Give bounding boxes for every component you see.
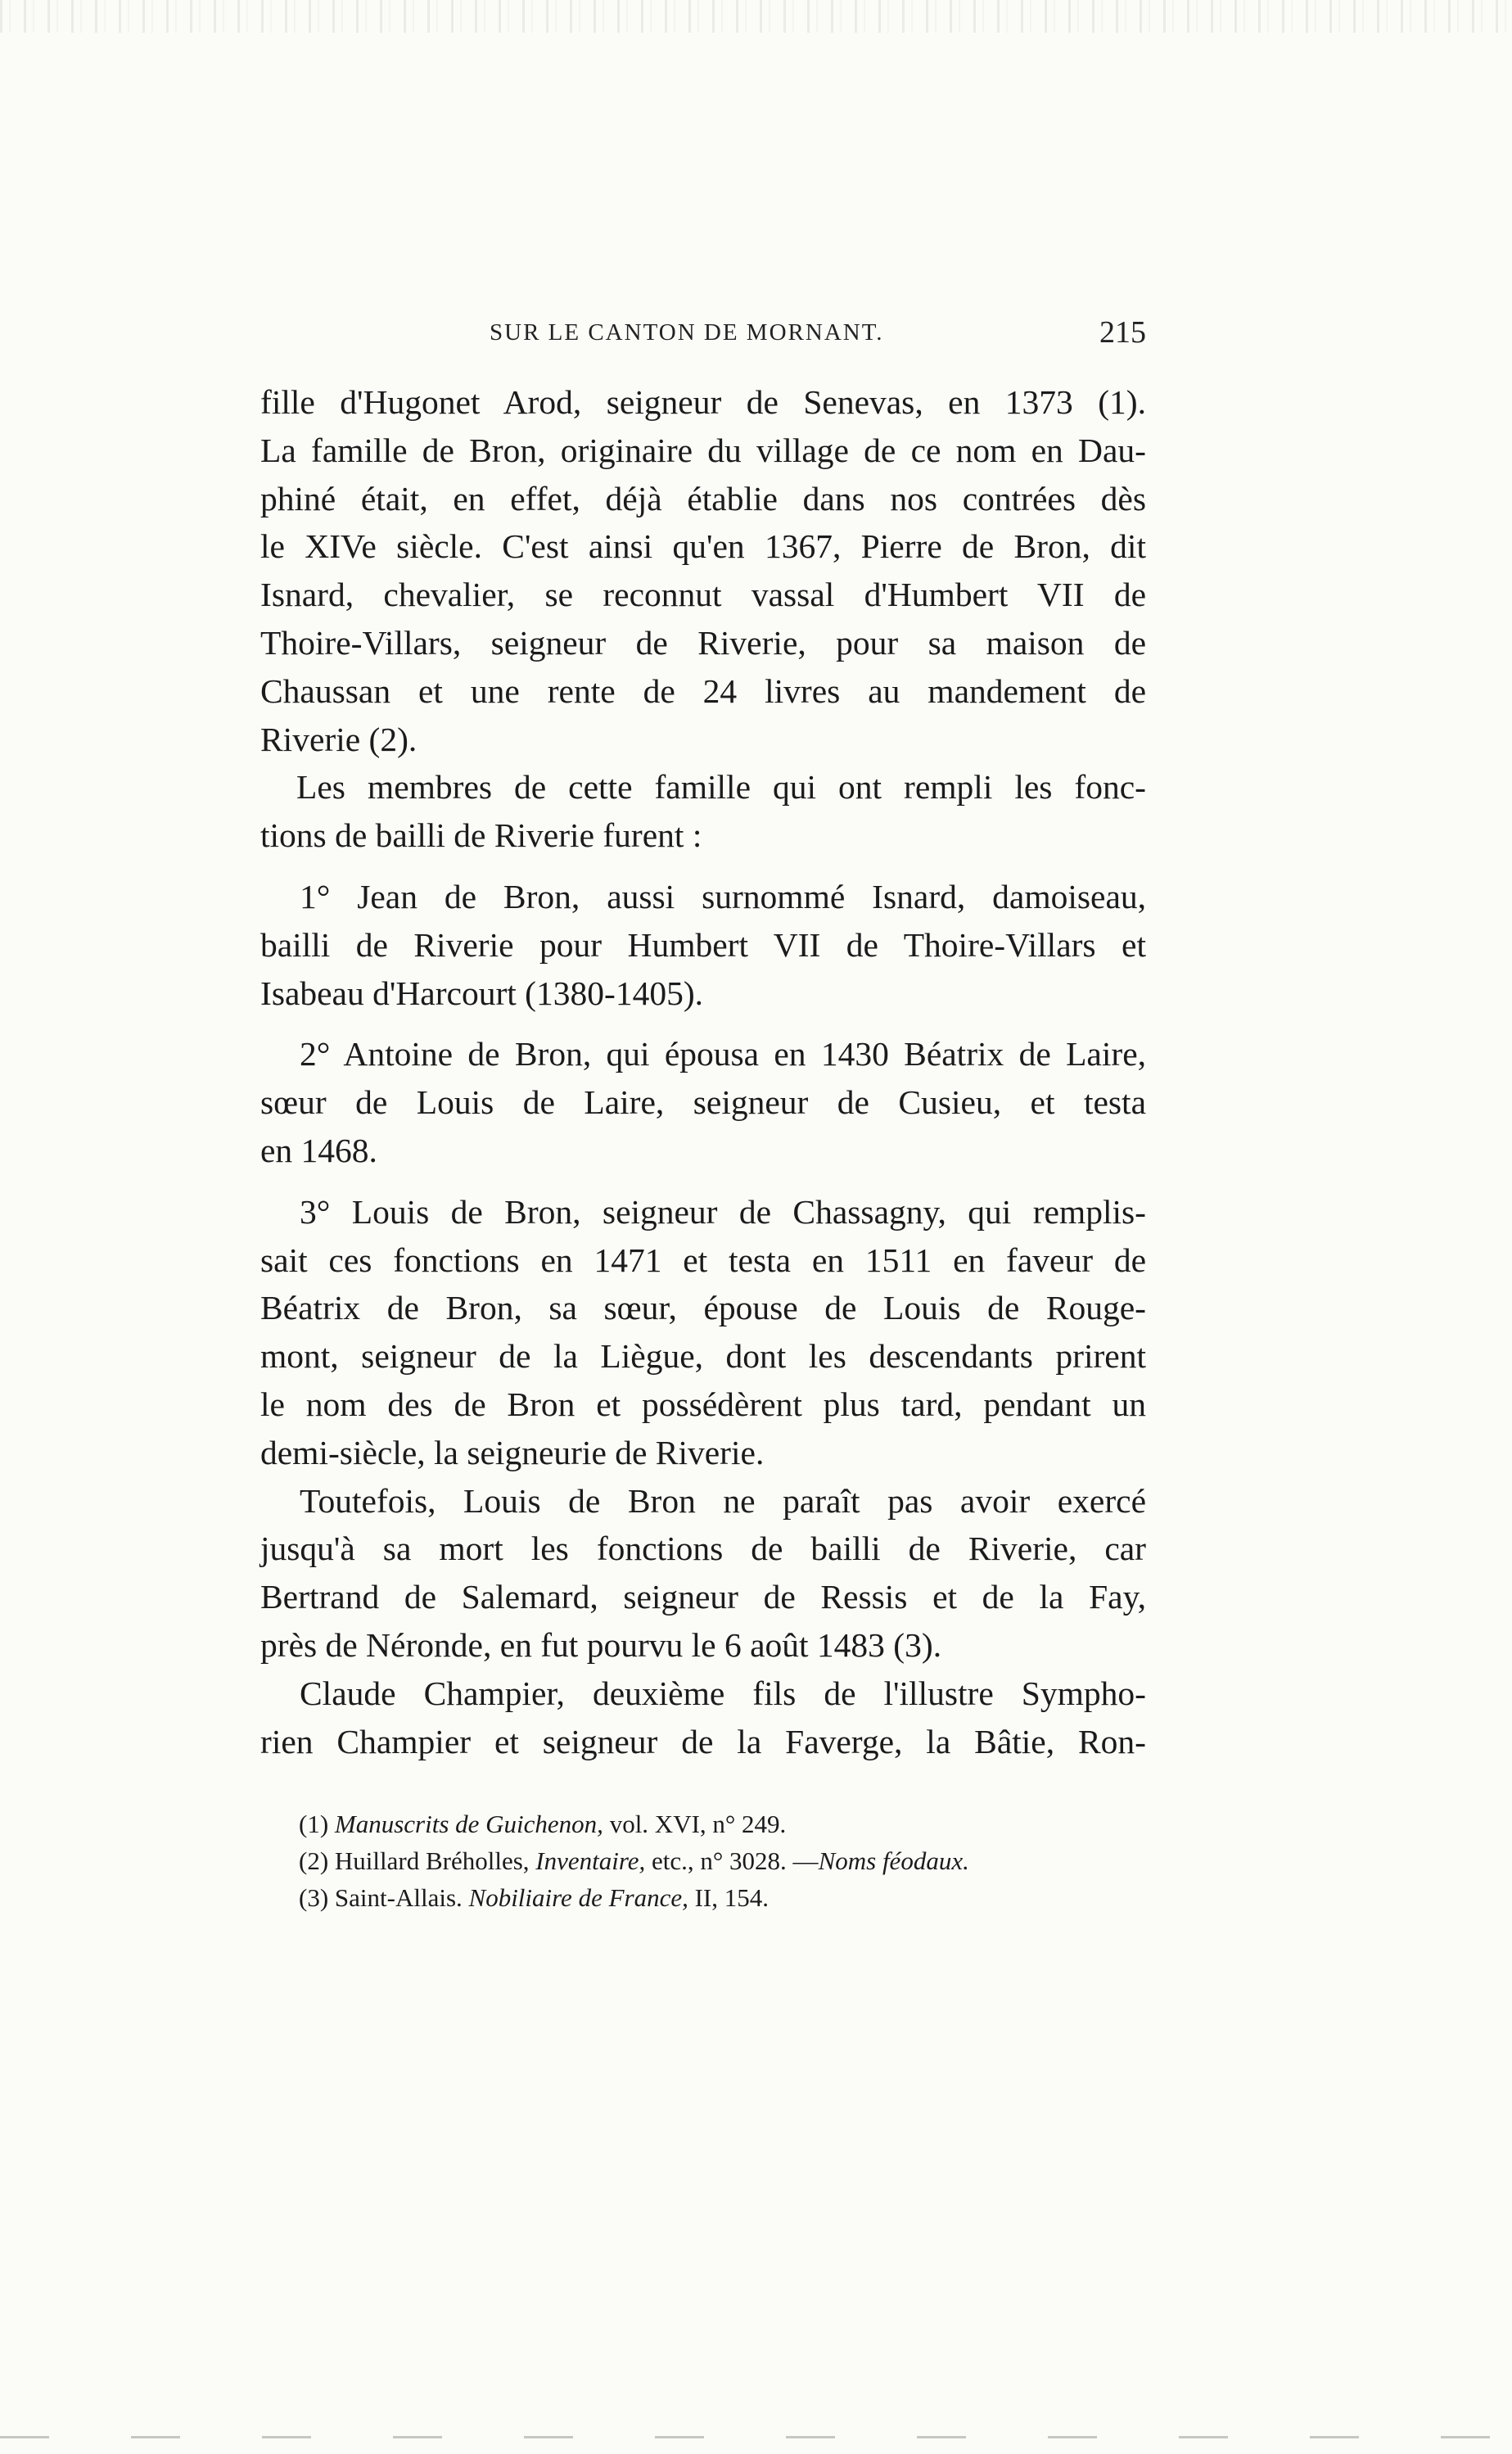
text-line: rien Champier et seigneur de la Faverge, la Bâtie, Ron- [260, 1722, 1146, 1760]
footnote-title-2: Noms féodaux. [818, 1846, 969, 1875]
text-line: près de Néronde, en fut pourvu le 6 août 1483 (3). [260, 1625, 942, 1664]
text-line: Chaussan et une rente de 24 livres au mandement de [260, 671, 1146, 710]
footnote-title: Nobiliaire de France, [468, 1883, 688, 1912]
text-line: Isabeau d'Harcourt (1380-1405). [260, 974, 704, 1012]
text-line: 3° Louis de Bron, seigneur de Chassagny, qui remplis- [300, 1192, 1146, 1231]
text-line: bailli de Riverie pour Humbert VII de Thoire-Villars et [260, 925, 1146, 964]
text-line: Claude Champier, deuxième fils de l'illustre Sympho- [300, 1674, 1146, 1712]
text-line: le nom des de Bron et possédèrent plus tard, pendant un [260, 1385, 1146, 1423]
text-line: jusqu'à sa mort les fonctions de bailli de Riverie, car [260, 1530, 1146, 1568]
scan-noise-top [0, 0, 1512, 33]
text-line: fille d'Hugonet Arod, seigneur de Senevas, en 1373 (1). [260, 383, 1146, 421]
text-line: mont, seigneur de la Liègue, dont les descendants prirent [260, 1337, 1146, 1376]
footnote-text: etc., n° 3028. — [645, 1846, 819, 1875]
text-line: sait ces fonctions en 1471 et testa en 1511 en faveur de [260, 1241, 1146, 1279]
footnote-number: (3) [299, 1883, 329, 1912]
footnote [299, 1805, 1150, 1842]
text-line: demi-siècle, la seigneurie de Riverie. [260, 1433, 765, 1471]
paragraph-gap [260, 1017, 1146, 1030]
scan-edge-bottom [0, 2436, 1512, 2438]
running-title: SUR LE CANTON DE MORNANT. [490, 319, 884, 346]
paragraph-gap [260, 1175, 1146, 1188]
text-line: Thoire-Villars, seigneur de Riverie, pour sa maison de [260, 623, 1146, 662]
footnote [299, 1879, 1150, 1916]
paragraph-gap [260, 860, 1146, 873]
page-number: 215 [1099, 315, 1146, 350]
footnote-number: (2) [299, 1846, 329, 1875]
footnote-text: vol. XVI, n° 249. [603, 1810, 787, 1838]
footnote-author: Huillard Bréholles, [328, 1846, 536, 1875]
text-line: phiné était, en effet, déjà établie dans nos contrées dès [260, 479, 1146, 517]
text-line: 2° Antoine de Bron, qui épousa en 1430 Béatrix de Laire, [300, 1035, 1146, 1073]
text-line: sœur de Louis de Laire, seigneur de Cusieu, et testa [260, 1083, 1146, 1122]
text-line: tions de bailli de Riverie furent : [260, 816, 702, 855]
text-line: 1° Jean de Bron, aussi surnommé Isnard, damoiseau, [300, 877, 1146, 915]
footnote-author: Saint-Allais. [328, 1883, 469, 1912]
text-line: le XIVe siècle. C'est ainsi qu'en 1367, Pierre de Bron, dit [260, 527, 1146, 566]
page-header [260, 315, 1146, 367]
text-line: en 1468. [260, 1131, 377, 1169]
footnote-number: (1) [299, 1810, 329, 1838]
footnote [299, 1842, 1150, 1879]
text-line: Les membres de cette famille qui ont rempli les fonc- [296, 768, 1146, 807]
footnote-title: Inventaire, [535, 1846, 646, 1875]
text-line: Béatrix de Bron, sa sœur, épouse de Louis de Rouge- [260, 1289, 1146, 1327]
body-text [260, 378, 1146, 1765]
text-line: La famille de Bron, originaire du village de ce nom en Dau- [260, 431, 1146, 469]
text-line: Isnard, chevalier, se reconnut vassal d'Humbert VII de [260, 576, 1146, 614]
text-line: Riverie (2). [260, 720, 417, 758]
text-line: Toutefois, Louis de Bron ne paraît pas avoir exercé [300, 1481, 1146, 1520]
footnotes [299, 1805, 1150, 1916]
footnote-title: Manuscrits de Guichenon, [334, 1810, 603, 1838]
footnote-text: II, 154. [688, 1883, 770, 1912]
text-line: Bertrand de Salemard, seigneur de Ressis et de la Fay, [260, 1578, 1146, 1616]
